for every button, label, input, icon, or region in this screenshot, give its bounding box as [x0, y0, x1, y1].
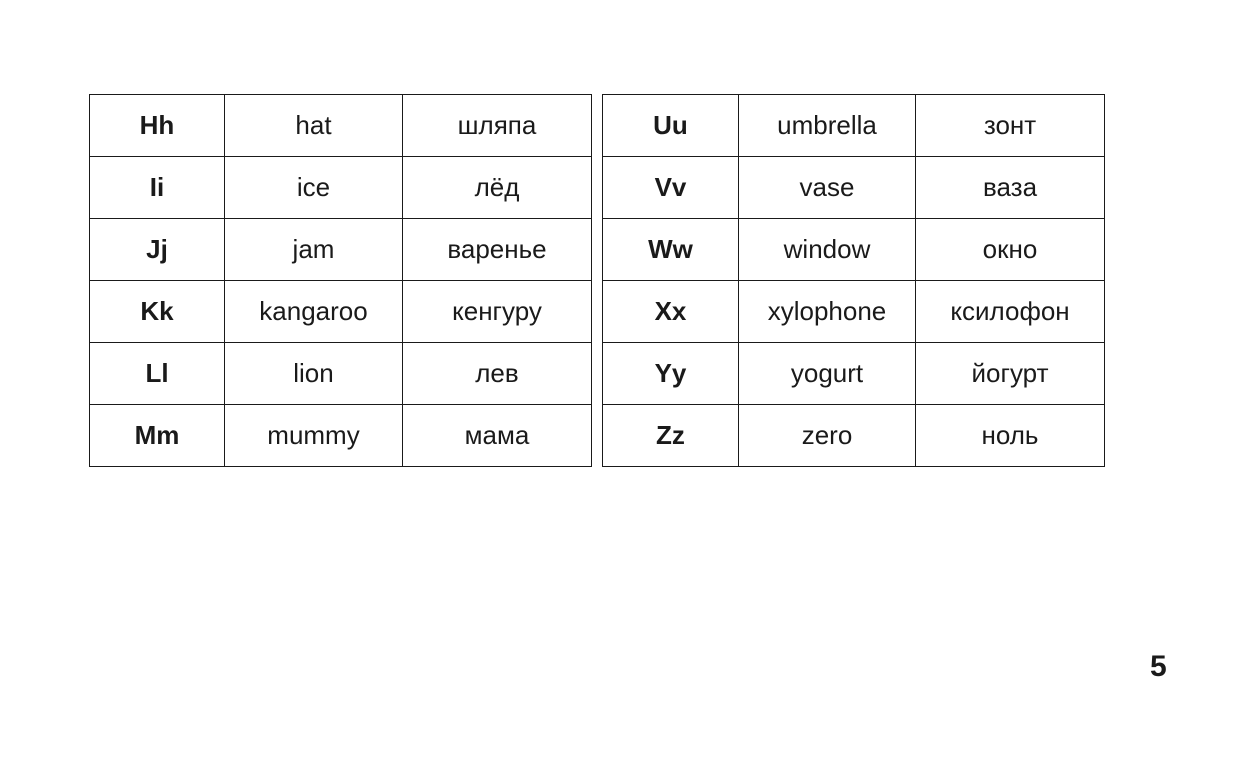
russian-translation-cell: окно [916, 219, 1105, 281]
english-word-cell: umbrella [739, 95, 916, 157]
letter-cell: Ww [603, 219, 739, 281]
letter-cell: Ll [90, 343, 225, 405]
letter-cell: Jj [90, 219, 225, 281]
english-word-cell: window [739, 219, 916, 281]
table-row [90, 281, 592, 343]
letter-cell: Zz [603, 405, 739, 467]
russian-translation-cell: лев [403, 343, 592, 405]
russian-translation-cell: шляпа [403, 95, 592, 157]
letter-cell: Yy [603, 343, 739, 405]
english-word-cell: ice [225, 157, 403, 219]
table-row [603, 95, 1105, 157]
letter-cell: Hh [90, 95, 225, 157]
english-word-cell: xylophone [739, 281, 916, 343]
english-word-cell: jam [225, 219, 403, 281]
russian-translation-cell: йогурт [916, 343, 1105, 405]
english-word-cell: hat [225, 95, 403, 157]
table-row [603, 343, 1105, 405]
letter-cell: Uu [603, 95, 739, 157]
table-row [603, 405, 1105, 467]
russian-translation-cell: кенгуру [403, 281, 592, 343]
letter-cell: Vv [603, 157, 739, 219]
english-word-cell: yogurt [739, 343, 916, 405]
russian-translation-cell: ксилофон [916, 281, 1105, 343]
vocabulary-table-u-z [602, 94, 1105, 467]
russian-translation-cell: мама [403, 405, 592, 467]
letter-cell: Xx [603, 281, 739, 343]
english-word-cell: vase [739, 157, 916, 219]
english-word-cell: lion [225, 343, 403, 405]
table-row [90, 343, 592, 405]
table-row [603, 157, 1105, 219]
russian-translation-cell: варенье [403, 219, 592, 281]
russian-translation-cell: ноль [916, 405, 1105, 467]
letter-cell: Ii [90, 157, 225, 219]
letter-cell: Kk [90, 281, 225, 343]
letter-cell: Mm [90, 405, 225, 467]
table-row [90, 157, 592, 219]
vocabulary-table-h-m [89, 94, 592, 467]
table-row [603, 219, 1105, 281]
russian-translation-cell: зонт [916, 95, 1105, 157]
table-row [90, 95, 592, 157]
english-word-cell: kangaroo [225, 281, 403, 343]
russian-translation-cell: ваза [916, 157, 1105, 219]
table-row [603, 281, 1105, 343]
russian-translation-cell: лёд [403, 157, 592, 219]
english-word-cell: mummy [225, 405, 403, 467]
table-row [90, 405, 592, 467]
table-row [90, 219, 592, 281]
english-word-cell: zero [739, 405, 916, 467]
page-number: 5 [1150, 650, 1167, 683]
